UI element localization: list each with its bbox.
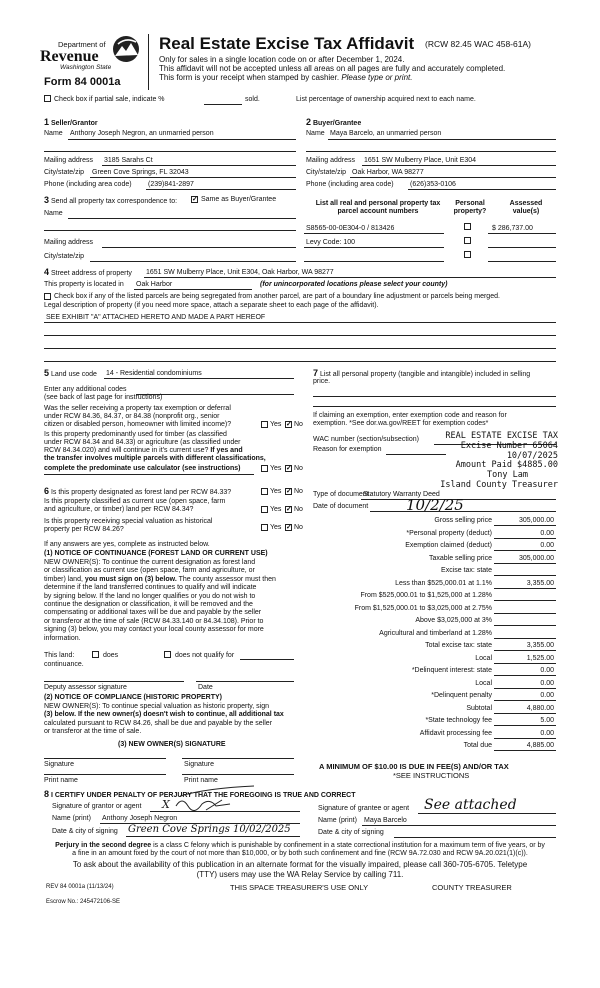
- calc-value-line: [494, 638, 556, 639]
- personal-property-field-1[interactable]: [313, 396, 556, 397]
- document-date-label: Date of document: [313, 503, 369, 510]
- new-owner-print-2[interactable]: [182, 774, 294, 775]
- historic-yes-label: Yes: [270, 524, 282, 531]
- exemption-reason-label: Reason for exemption: [313, 446, 382, 453]
- notice-line: compensating or additional taxes will be due and payable by the seller: [44, 609, 262, 617]
- compliance-line: NEW OWNER(S): To continue special valuation as historic property, sign: [44, 703, 269, 710]
- street-address-label: 4 Street address of property: [44, 267, 132, 277]
- calc-value[interactable]: 0.00: [540, 530, 554, 537]
- calc-value-line: [494, 525, 556, 526]
- calc-label: *Delinquent interest: state: [411, 667, 492, 674]
- land-use-code[interactable]: 14 - Residential condominiums: [106, 370, 202, 377]
- personal-property-label-2: price.: [313, 378, 331, 385]
- calc-value-line: [494, 750, 556, 751]
- segregated-label: Check box if any of the listed parcels are being segregated from another parcel, are part of a boundary line adjustment or parcels being merged.: [54, 293, 500, 300]
- calc-value[interactable]: 5.00: [540, 717, 554, 724]
- timber-q-line1: Is this property predominantly used for timber (as classified: [44, 431, 227, 438]
- does-not-label: does not qualify for: [175, 652, 235, 659]
- forest-q1: 6 Is this property designated as forest land per RCW 84.33?: [44, 486, 232, 496]
- seller-heading: 1 Seller/Grantor: [44, 117, 98, 127]
- buyer-phone-label: Phone (including area code): [306, 181, 394, 188]
- stamp-line: REAL ESTATE EXCISE TAX: [445, 431, 558, 441]
- grantee-date-label: Date & city of signing: [318, 829, 384, 836]
- corr-name-label: Name: [44, 210, 63, 217]
- located-note: (for unincorporated locations please select your county): [260, 281, 448, 288]
- dept-line: Department of: [58, 40, 106, 49]
- street-address[interactable]: 1651 SW Mulberry Place, Unit E304, Oak Harbor, WA 98277: [146, 269, 334, 276]
- seller-name-label: Name: [44, 130, 63, 137]
- notice-compliance-title: (2) NOTICE OF COMPLIANCE (HISTORIC PROPERTY): [44, 694, 222, 701]
- corr-address-label: Mailing address: [44, 239, 94, 246]
- compliance-line: (3) below. If the new owner(s) doesn't wish to continue, all additional tax: [44, 711, 284, 719]
- exemption-no-checkbox[interactable]: ✓: [286, 421, 292, 428]
- dept-name: Revenue: [40, 48, 99, 65]
- continuance-label: continuance.: [44, 661, 84, 668]
- partial-sale-label: Check box if partial sale, indicate %: [54, 96, 165, 103]
- certify-heading: 8 I CERTIFY UNDER PENALTY OF PERJURY THAT THE FOREGOING IS TRUE AND CORRECT: [44, 789, 356, 799]
- calc-value-line: [494, 675, 556, 676]
- corr-name-field[interactable]: [68, 218, 296, 219]
- timber-yes-checkbox[interactable]: [261, 465, 268, 472]
- calc-value[interactable]: 0.00: [540, 680, 554, 687]
- any-answers-note: If any answers are yes, complete as instructed below.: [44, 541, 210, 548]
- notice-line: timber) land, you must sign on (3) below. The county assessor must then: [44, 575, 276, 583]
- seller-city-label: City/state/zip: [44, 169, 85, 176]
- notice-continuance-title: (1) NOTICE OF CONTINUANCE (FOREST LAND OR CURRENT USE): [44, 550, 268, 557]
- timber-q-line3: RCW 84.34.020) and will continue in it's current use? If yes and: [44, 447, 243, 454]
- calc-value-line: [494, 688, 556, 689]
- calc-label: *Delinquent penalty: [431, 692, 492, 699]
- ownership-note: List percentage of ownership acquired next to each name.: [296, 96, 476, 103]
- grantor-date-city[interactable]: Green Cove Springs 10/02/2025: [128, 824, 291, 835]
- seller-extra-line: [44, 151, 296, 152]
- current-use-yes-label: Yes: [270, 506, 282, 513]
- mountain-logo-icon: [110, 34, 142, 64]
- stamp-amount-paid: Amount Paid $4885.00: [455, 460, 558, 471]
- located-label: This property is located in: [44, 281, 124, 288]
- compliance-line: or transferor at the time of sale.: [44, 728, 142, 736]
- calc-label: Less than $525,000.01 at 1.1%: [395, 580, 492, 587]
- grantee-name-line: [362, 825, 556, 826]
- seller-city[interactable]: Green Cove Springs, FL 32043: [92, 169, 189, 176]
- grantee-name[interactable]: Maya Barcelo: [364, 817, 407, 824]
- calc-value-line: [494, 550, 556, 551]
- calc-value[interactable]: 4,885.00: [526, 742, 554, 749]
- personal-property-checkbox-3[interactable]: [464, 251, 471, 258]
- accessibility-notice: [30, 860, 570, 879]
- historic-no-label: No: [294, 524, 303, 531]
- timber-underline: [44, 474, 254, 475]
- state-name: Washington State: [60, 64, 112, 71]
- calc-value-line: [494, 700, 556, 701]
- additional-codes-note: (see back of last page for instructions): [44, 394, 163, 401]
- partial-sale-checkbox[interactable]: [44, 95, 51, 102]
- corr-city-label: City/state/zip: [44, 253, 85, 260]
- buyer-address[interactable]: 1651 SW Mulberry Place, Unit E304: [364, 157, 477, 164]
- buyer-address-line: [362, 165, 556, 166]
- signature-label-1: Signature: [44, 761, 74, 768]
- county-treasurer-label: COUNTY TREASURER: [432, 883, 512, 892]
- buyer-address-label: Mailing address: [306, 157, 356, 164]
- current-use-q-line2: and agriculture, or timber) land per RCW 84.34?: [44, 506, 194, 513]
- exemption-yes-checkbox[interactable]: [261, 421, 268, 428]
- calc-label: From $1,525,000.01 to $3,025,000 at 2.75%: [354, 605, 492, 612]
- assessed-line-2: [488, 247, 556, 248]
- historic-q-line1: Is this property receiving special valuation as historical: [44, 518, 213, 525]
- forest-yes-label: Yes: [270, 488, 282, 495]
- timber-q-line4: the transfer involves multiple parcels with different classifications,: [44, 455, 266, 462]
- land-use-label: 5 Land use code: [44, 368, 97, 378]
- stamp-excise-number: Excise Number 65064: [460, 440, 558, 451]
- calc-label: *Personal property (deduct): [406, 530, 492, 537]
- exemption-yes-label: Yes: [270, 421, 282, 428]
- historic-q-line2: property per RCW 84.26?: [44, 526, 124, 533]
- exemption-q-line3: citizen or disabled person, homeowner with limited income)?: [44, 421, 232, 428]
- perjury-line-2: a fine in an amount fixed by the court of not more than $10,000, or by both such confinement and fine (RCW 9A.72.030 and RCW 9A.20.021(1)(c)).: [72, 850, 528, 858]
- parcel-col-header: List all real and personal property tax parcel account numbers: [315, 200, 441, 216]
- deputy-signature-label: Deputy assessor signature: [44, 684, 127, 691]
- seller-phone-line: [146, 189, 296, 190]
- does-qualify-checkbox[interactable]: [92, 651, 99, 658]
- seller-address-label: Mailing address: [44, 157, 94, 164]
- grantor-signature-line: [150, 811, 300, 812]
- calc-label: From $525,000.01 to $1,525,000 at 1.28%: [360, 592, 492, 599]
- grantee-name-label: Name (print): [318, 817, 357, 824]
- calc-value[interactable]: 0.00: [540, 730, 554, 737]
- personal-property-label-1: 7 List all personal property (tangible and intangible) included in selling: [313, 368, 531, 378]
- seller-phone[interactable]: (239)841-2897: [148, 181, 194, 188]
- calc-value-line: [494, 538, 556, 539]
- buyer-name[interactable]: Maya Barcelo, an unmarried person: [330, 130, 442, 137]
- grantor-date-line: [126, 836, 300, 837]
- buyer-city[interactable]: Oak Harbor, WA 98277: [352, 169, 424, 176]
- form-title: Real Estate Excise Tax Affidavit: [159, 34, 415, 53]
- grantee-signature[interactable]: See attached: [424, 797, 517, 813]
- deputy-date-label: Date: [198, 684, 213, 691]
- historic-no-checkbox[interactable]: ✓: [286, 524, 292, 531]
- qualify-line: [240, 659, 294, 660]
- timber-q-line2: under RCW 84.34 and 84.33) or agriculture (as classified under: [44, 439, 241, 446]
- exemption-instructions-1: If claiming an exemption, enter exemption code and reason for: [313, 412, 507, 419]
- calc-label: Above $3,025,000 at 3%: [415, 617, 492, 624]
- corr-city-field[interactable]: [90, 261, 296, 262]
- seller-name[interactable]: Anthony Joseph Negron, an unmarried person: [70, 130, 214, 137]
- personal-property-field-2[interactable]: [313, 406, 556, 407]
- new-owner-signature-2[interactable]: [182, 758, 294, 759]
- tax-correspondence-heading: 3 Send all property tax correspondence to:: [44, 195, 178, 205]
- current-use-no-label: No: [294, 506, 303, 513]
- new-owner-print-1[interactable]: [44, 774, 166, 775]
- calc-value-line: [494, 625, 556, 626]
- seller-city-line: [90, 177, 296, 178]
- seller-address-line: [102, 165, 296, 166]
- calc-value-line: [494, 563, 556, 564]
- calc-value[interactable]: 1,525.00: [526, 655, 554, 662]
- legal-line-2: [44, 335, 556, 336]
- calc-value[interactable]: 4,880.00: [526, 705, 554, 712]
- legal-description[interactable]: SEE EXHIBIT "A" ATTACHED HERETO AND MADE A PART HEREOF: [46, 314, 266, 321]
- form-citation: (RCW 82.45 WAC 458-61A): [425, 39, 531, 49]
- exemption-instructions-2: exemption. *See dor.wa.gov/REET for exemption codes*: [313, 420, 489, 427]
- header-line-3: This form is your receipt when stamped by cashier. Please type or print.: [159, 73, 413, 82]
- buyer-name-line: [328, 139, 556, 140]
- parcel-line-1: [304, 233, 444, 234]
- buyer-phone[interactable]: (626)353-0106: [410, 181, 456, 188]
- grantor-signature-label: Signature of grantor or agent: [52, 803, 142, 810]
- current-use-q-line1: Is this property classified as current use (open space, farm: [44, 498, 226, 505]
- forest-no-label: No: [294, 488, 303, 495]
- calc-value-line: [494, 725, 556, 726]
- grantee-date-field[interactable]: [394, 837, 556, 838]
- buyer-name-label: Name: [306, 130, 325, 137]
- current-use-yes-checkbox[interactable]: [261, 506, 268, 513]
- street-address-line: [144, 277, 556, 278]
- header-line-1: Only for sales in a single location code on or after December 1, 2024.: [159, 55, 405, 64]
- buyer-city-label: City/state/zip: [306, 169, 347, 176]
- calc-value[interactable]: 3,355.00: [526, 642, 554, 649]
- document-type[interactable]: Statutory Warranty Deed: [363, 491, 440, 498]
- calc-value[interactable]: 3,355.00: [526, 580, 554, 587]
- treasurer-receipt-stamp: [406, 432, 558, 491]
- calc-label: Total due: [463, 742, 492, 749]
- svg-text:Χ: Χ: [162, 798, 170, 811]
- same-as-buyer-checkbox[interactable]: ✓: [192, 196, 198, 203]
- land-use-line: [104, 378, 294, 379]
- notice-line: or transferor at the time of sale (RCW 84.33.140 or 84.34.108). Prior to: [44, 617, 264, 625]
- legal-line-4: [44, 361, 556, 362]
- buyer-phone-line: [408, 189, 556, 190]
- assessed-line-1: [488, 233, 556, 234]
- notice-continuance-text: [44, 559, 276, 643]
- notice-line: continue the designation or classification, it will be removed and the: [44, 600, 253, 608]
- document-date-line: [370, 511, 556, 512]
- calc-value[interactable]: 305,000.00: [518, 555, 554, 562]
- forest-yes-checkbox[interactable]: [261, 488, 268, 495]
- exemption-q-line2: under RCW 84.36, 84.37, or 84.38 (nonprofit org., senior: [44, 413, 220, 420]
- calc-value-line: [494, 738, 556, 739]
- assessed-value[interactable]: $ 286,737.00: [492, 225, 533, 232]
- accessibility-line-1: To ask about the availability of this publication in an alternate format for the visually impaired, please call 360-705-6705. Teletype: [72, 860, 528, 869]
- additional-codes-label: Enter any additional codes: [44, 386, 127, 393]
- exemption-no-label: No: [294, 421, 303, 428]
- calc-label: Local: [475, 680, 492, 687]
- form-revision: REV 84 0001a (11/13/24): [46, 884, 114, 890]
- calc-value-line: [494, 575, 556, 576]
- accessibility-line-2: (TTY) users may use the WA Relay Service by calling 711.: [196, 869, 404, 879]
- buyer-city-line: [350, 177, 556, 178]
- treasurer-use-label: THIS SPACE TREASURER'S USE ONLY: [230, 883, 369, 892]
- exemption-q-line1: Was the seller receiving a property tax exemption or deferral: [44, 405, 231, 412]
- assessed-col-header: Assessed value(s): [509, 200, 543, 216]
- notice-line: information.: [44, 634, 81, 642]
- notice-compliance-text: [44, 703, 284, 737]
- calc-label: Subtotal: [466, 705, 492, 712]
- print-name-label-1: Print name: [44, 777, 78, 784]
- signature-label-2: Signature: [184, 761, 214, 768]
- calc-value-line: [494, 588, 556, 589]
- does-not-qualify-checkbox[interactable]: [164, 651, 171, 658]
- grantor-name[interactable]: Anthony Joseph Negron: [102, 815, 178, 822]
- buyer-heading: 2 Buyer/Grantee: [306, 117, 362, 127]
- partial-sold-label: sold.: [245, 96, 260, 103]
- does-label: does: [103, 652, 119, 659]
- stamp-date: 10/07/2025: [506, 450, 558, 461]
- notice-line: determine if the land transferred continues to qualify and will indicate: [44, 584, 257, 592]
- current-use-no-checkbox[interactable]: ✓: [286, 506, 292, 513]
- wac-number-label: WAC number (section/subsection): [313, 436, 419, 443]
- notice-line: by signing below. If the land no longer qualifies or you do not wish to: [44, 592, 256, 600]
- new-owner-signature-title: (3) NEW OWNER(S) SIGNATURE: [118, 741, 226, 748]
- compliance-line: calculated pursuant to RCW 84.26, shall be due and payable by the seller: [44, 719, 273, 727]
- parcel-line-3: [304, 261, 444, 262]
- notice-line: or classification as current use (open space, farm and agriculture, or: [44, 567, 255, 575]
- grantor-date-label: Date & city of signing: [52, 828, 118, 835]
- document-date[interactable]: 10/2/25: [406, 496, 464, 514]
- legal-line-3: [44, 348, 556, 349]
- calc-label: Excise tax: state: [441, 567, 492, 574]
- personal-property-checkbox-1[interactable]: [464, 223, 471, 230]
- calc-value-line: [494, 663, 556, 664]
- seller-address[interactable]: 3185 Sarahs Ct: [104, 157, 153, 164]
- seller-phone-label: Phone (including area code): [44, 181, 132, 188]
- perjury-line-1: Perjury in the second degree is a class C felony which is punishable by confinement in a state correctional institution for a maximum term of five years, or by: [55, 842, 545, 849]
- partial-percent-field[interactable]: [204, 104, 242, 105]
- calc-label: Exemption claimed (deduct): [405, 542, 492, 549]
- deputy-signature-field[interactable]: [44, 681, 184, 682]
- escrow-number: Escrow No.: 245472106-SE: [46, 899, 121, 905]
- perjury-notice: [30, 842, 570, 859]
- this-land-label: This land:: [44, 652, 75, 659]
- calc-label: Local: [475, 655, 492, 662]
- personal-col-header: Personal property?: [453, 200, 487, 216]
- timber-no-label: No: [294, 465, 303, 472]
- timber-q-line5: complete the predominate use calculator (see instructions): [44, 465, 241, 472]
- seller-name-line: [68, 139, 296, 140]
- corr-extra-line: [44, 230, 296, 231]
- located-line: [134, 289, 252, 290]
- historic-yes-checkbox[interactable]: [261, 524, 268, 531]
- calc-value-line: [494, 713, 556, 714]
- same-as-buyer-label: Same as Buyer/Grantee: [201, 196, 277, 203]
- located-city[interactable]: Oak Harbor: [136, 281, 173, 288]
- calc-value-line: [494, 600, 556, 601]
- calc-label: *State technology fee: [425, 717, 492, 724]
- calc-value[interactable]: 0.00: [540, 667, 554, 674]
- grantee-signature-label: Signature of grantee or agent: [318, 805, 410, 812]
- calc-value-line: [494, 650, 556, 651]
- header-line-2: This affidavit will not be accepted unless all areas on all pages are fully and accurately completed.: [159, 64, 506, 73]
- legal-description-label: Legal description of property (if you need more space, attach a separate sheet to each page of the affidavit).: [44, 302, 379, 309]
- parcel-line-2: [304, 247, 444, 248]
- levy-code[interactable]: Levy Code: 100: [306, 239, 356, 246]
- document-type-label: Type of document: [313, 491, 369, 498]
- assessed-line-3: [488, 261, 556, 262]
- grantor-name-label: Name (print): [52, 815, 91, 822]
- grantee-signature-line: [418, 813, 556, 814]
- parcel-number[interactable]: S8565-00-0E304-0 / 813426: [306, 225, 395, 232]
- forest-no-checkbox[interactable]: ✓: [286, 488, 292, 495]
- calc-value[interactable]: 0.00: [540, 542, 554, 549]
- calc-label: Gross selling price: [434, 517, 492, 524]
- notice-line: signing (3) below, you may contact your local county assessor for more: [44, 626, 264, 634]
- calc-value[interactable]: 305,000.00: [518, 517, 554, 524]
- calc-value-line: [494, 613, 556, 614]
- calc-value[interactable]: 0.00: [540, 692, 554, 699]
- stamp-treasurer-name: Tony Lam: [487, 470, 528, 481]
- minimum-fee-notice: A MINIMUM OF $10.00 IS DUE IN FEE(S) AND/OR TAX: [319, 762, 509, 771]
- segregated-checkbox[interactable]: [44, 293, 51, 300]
- timber-yes-label: Yes: [270, 465, 282, 472]
- see-instructions: *SEE INSTRUCTIONS: [393, 771, 470, 780]
- corr-address-field[interactable]: [102, 247, 296, 248]
- buyer-extra-line: [306, 151, 556, 152]
- print-name-label-2: Print name: [184, 777, 218, 784]
- new-owner-signature-1[interactable]: [44, 758, 166, 759]
- notice-line: NEW OWNER(S): To continue the current designation as forest land: [44, 559, 256, 566]
- stamp-county: Island County Treasurer: [440, 479, 558, 490]
- personal-property-checkbox-2[interactable]: [464, 237, 471, 244]
- calc-label: Agricultural and timberland at 1.28%: [379, 630, 492, 637]
- calc-label: Total excise tax: state: [425, 642, 492, 649]
- header-divider: [148, 34, 149, 90]
- calc-label: Affidavit processing fee: [419, 730, 492, 737]
- form-number: Form 84 0001a: [44, 76, 121, 88]
- timber-no-checkbox[interactable]: ✓: [286, 465, 292, 472]
- deputy-date-field[interactable]: [196, 681, 294, 682]
- legal-line-1: [44, 322, 556, 323]
- calc-label: Taxable selling price: [428, 555, 492, 562]
